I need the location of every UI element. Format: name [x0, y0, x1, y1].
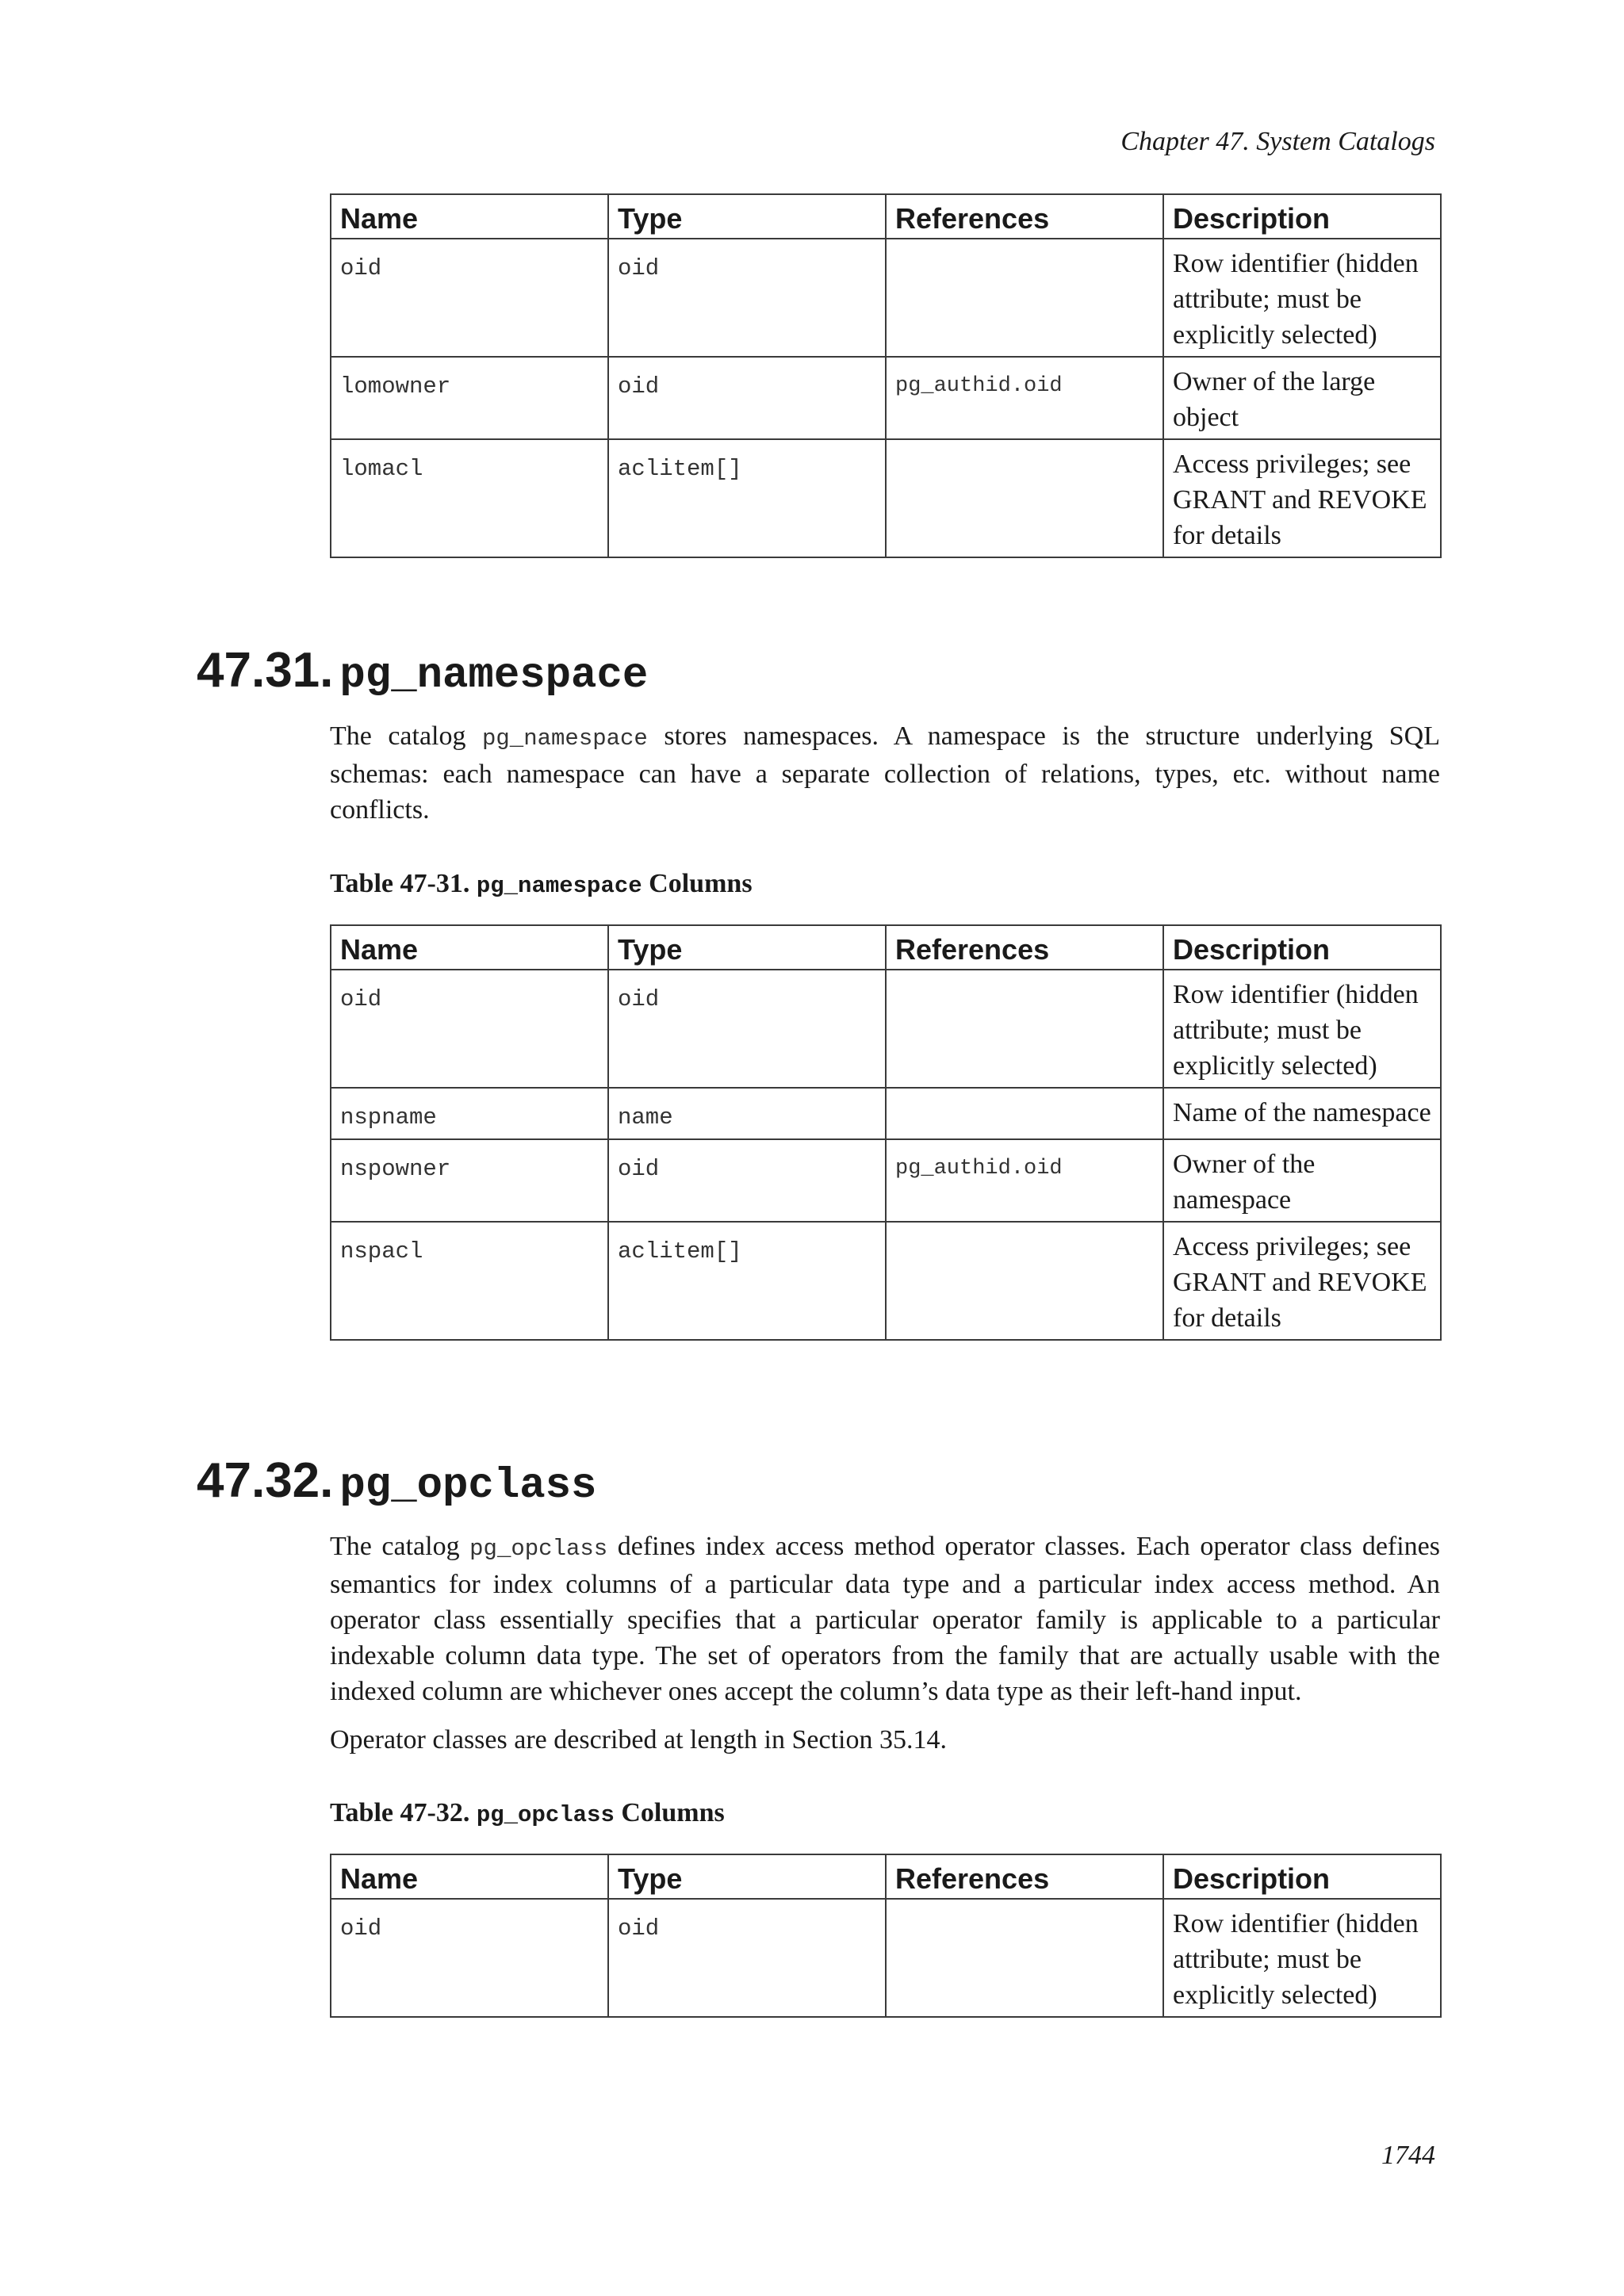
- section-code: pg_opclass: [339, 1462, 597, 1510]
- section-code: pg_namespace: [339, 652, 649, 700]
- cell-name: oid: [331, 1899, 608, 2017]
- text-run: Operator classes are described at length in: [330, 1725, 792, 1755]
- table-row: [331, 439, 1441, 557]
- column-header-description: Description: [1163, 925, 1441, 970]
- cell-description: Access privileges; see GRANT and REVOKE for details: [1163, 439, 1441, 557]
- cell-description: Owner of the namespace: [1163, 1139, 1441, 1222]
- column-header-references: References: [886, 925, 1163, 970]
- cell-type: oid: [608, 970, 886, 1088]
- cell-name: nspname: [331, 1088, 608, 1139]
- cell-type: oid: [608, 357, 886, 439]
- table-row: [331, 1139, 1441, 1222]
- column-header-description: Description: [1163, 194, 1441, 239]
- cell-description: Name of the namespace: [1163, 1088, 1441, 1139]
- column-header-name: Name: [331, 1854, 608, 1899]
- text-run: The catalog: [330, 1532, 470, 1561]
- cell-type: aclitem[]: [608, 1222, 886, 1340]
- cell-references: [886, 970, 1163, 1088]
- cell-references: pg_authid.oid: [886, 1139, 1163, 1222]
- cell-type: oid: [608, 1139, 886, 1222]
- table-header-row: [331, 1854, 1441, 1899]
- column-header-type: Type: [608, 194, 886, 239]
- cell-references: [886, 1899, 1163, 2017]
- cell-name: nspacl: [331, 1222, 608, 1340]
- table-row: [331, 239, 1441, 357]
- cell-name: lomacl: [331, 439, 608, 557]
- cell-description: Row identifier (hidden attribute; must be explicitly selected): [1163, 239, 1441, 357]
- table-row: [331, 1222, 1441, 1340]
- section-heading-pg-opclass: [197, 1452, 596, 1510]
- caption-label: Table 47-32.: [330, 1798, 477, 1827]
- table-header-row: [331, 194, 1441, 239]
- cell-type: oid: [608, 239, 886, 357]
- column-header-description: Description: [1163, 1854, 1441, 1899]
- table-header-row: [331, 925, 1441, 970]
- table-pg-opclass: [330, 1854, 1442, 2018]
- table-continued: [330, 193, 1442, 558]
- text-run: The catalog: [330, 721, 482, 751]
- page-number: 1744: [1381, 2141, 1435, 2170]
- running-header: Chapter 47. System Catalogs: [1120, 127, 1435, 156]
- caption-label: Table 47-31.: [330, 869, 477, 898]
- cell-references: pg_authid.oid: [886, 357, 1163, 439]
- caption-code: pg_opclass: [476, 1802, 615, 1828]
- cell-references: [886, 1222, 1163, 1340]
- cell-type: aclitem[]: [608, 439, 886, 557]
- cell-type: name: [608, 1088, 886, 1139]
- column-header-type: Type: [608, 1854, 886, 1899]
- table-caption-pg-namespace: [330, 869, 753, 899]
- section-number: 47.32.: [197, 1453, 334, 1508]
- table-caption-pg-opclass: [330, 1798, 725, 1828]
- column-header-name: Name: [331, 194, 608, 239]
- caption-suffix: Columns: [614, 1798, 725, 1827]
- cell-references: [886, 239, 1163, 357]
- inline-code: pg_namespace: [482, 725, 648, 752]
- caption-suffix: Columns: [642, 869, 753, 898]
- cell-description: Row identifier (hidden attribute; must be explicitly selected): [1163, 1899, 1441, 2017]
- table-row: [331, 357, 1441, 439]
- column-header-references: References: [886, 194, 1163, 239]
- cell-description: Access privileges; see GRANT and REVOKE for details: [1163, 1222, 1441, 1340]
- table-row: [331, 970, 1441, 1088]
- paragraph-opclass-reference: [330, 1722, 1440, 1758]
- text-run: stores namespaces. A namespace is the structure underlying SQL schemas: each namespace can have a separate collection of relations, types, etc. without name conflicts.: [330, 721, 1440, 825]
- paragraph-namespace-intro: [330, 718, 1440, 828]
- inline-code: pg_opclass: [469, 1536, 608, 1562]
- cell-type: oid: [608, 1899, 886, 2017]
- paragraph-opclass-intro: [330, 1529, 1440, 1709]
- table-row: [331, 1088, 1441, 1139]
- section-heading-pg-namespace: [197, 642, 648, 700]
- cell-name: nspowner: [331, 1139, 608, 1222]
- table-pg-namespace: [330, 924, 1442, 1341]
- table-row: [331, 1899, 1441, 2017]
- text-run: .: [940, 1725, 947, 1755]
- cell-name: oid: [331, 239, 608, 357]
- cell-name: lomowner: [331, 357, 608, 439]
- text-run: defines index access method operator classes. Each operator class defines semantics for index columns of a particular data type and a particular index access method. An operator class essentially specifies that a particular operator family is applicable to a particular indexable column data type. The set of operators from the family that are actually usable with the indexed column are whichever ones accept the column’s data type as their left-hand input.: [330, 1532, 1440, 1706]
- column-header-references: References: [886, 1854, 1163, 1899]
- cell-references: [886, 1088, 1163, 1139]
- cell-references: [886, 439, 1163, 557]
- section-number: 47.31.: [197, 643, 334, 698]
- section-link[interactable]: Section 35.14: [791, 1725, 940, 1755]
- column-header-type: Type: [608, 925, 886, 970]
- cell-name: oid: [331, 970, 608, 1088]
- column-header-name: Name: [331, 925, 608, 970]
- caption-code: pg_namespace: [476, 873, 642, 899]
- cell-description: Row identifier (hidden attribute; must be explicitly selected): [1163, 970, 1441, 1088]
- cell-description: Owner of the large object: [1163, 357, 1441, 439]
